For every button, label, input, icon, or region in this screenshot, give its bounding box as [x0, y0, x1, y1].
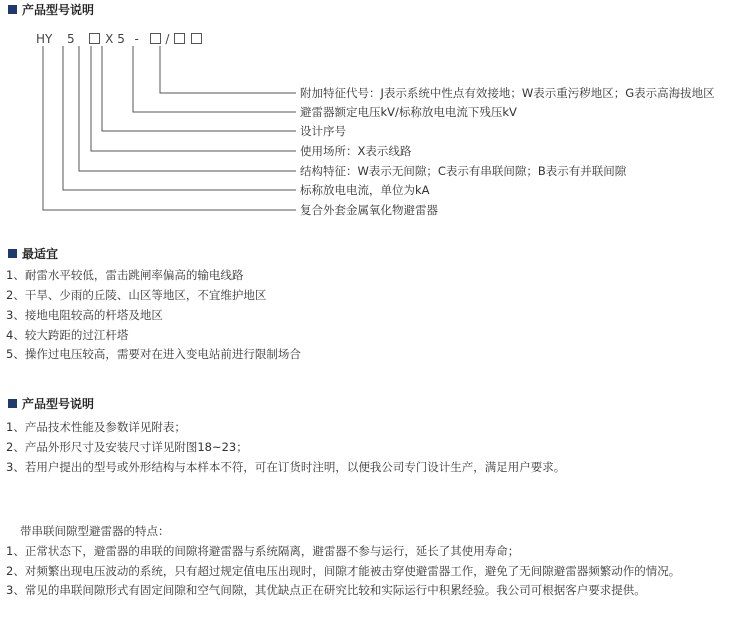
list-item: 3、常见的串联间隙形式有固定间隙和空气间隙，其优缺点正在研究比较和实际运行中积累经验。我公司可根据客户要求提供。 — [6, 583, 646, 597]
list-item: 4、较大跨距的过江杆塔 — [6, 328, 129, 342]
list-item: 2、对频繁出现电压波动的系统，只有超过规定值电压出现时，间隙才能被击穿使避雷器工作，避免了无间隙避雷器频繁动作的情况。 — [6, 564, 681, 578]
list-item: 1、耐雷水平较低，雷击跳闸率偏高的输电线路 — [6, 268, 244, 282]
code-prefix: HY — [36, 31, 53, 46]
list-item: 3、若用户提出的型号或外形结构与本样本不符，可在订货时注明，以便我公司专门设计生产，满足用户要求。 — [6, 460, 566, 474]
gap-type-intro: 带串联间隙型避雷器的特点： — [20, 524, 170, 538]
list-item: 5、操作过电压较高，需要对在进入变电站前进行限制场合 — [6, 347, 301, 361]
code-number: 5 — [67, 31, 75, 46]
desc-usage: 使用场所：X表示线路 — [300, 144, 412, 158]
section-title-suitable: 最适宜 — [8, 247, 58, 261]
connector-line-voltage — [133, 46, 296, 112]
connector-line-serial — [102, 46, 296, 131]
list-item: 1、产品技术性能及参数详见附表； — [6, 420, 186, 434]
desc-structure: 结构特征：W表示无间隙；C表示有串联间隙；B表示有并联间隙 — [300, 164, 627, 178]
code-five: 5 — [117, 31, 125, 46]
desc-serial: 设计序号 — [300, 124, 346, 138]
list-item: 2、干旱、少雨的丘陵、山区等地区，不宜维护地区 — [6, 288, 267, 302]
code-x: X — [105, 31, 114, 46]
code-slash: / — [165, 31, 170, 46]
connector-line-usage — [91, 46, 296, 151]
connector-line-structure — [79, 46, 296, 171]
desc-current: 标称放电电流，单位为kA — [300, 183, 430, 197]
connector-line-feature — [160, 46, 296, 93]
section-title-model: 产品型号说明 — [8, 3, 94, 17]
connector-line-current — [63, 46, 296, 190]
desc-type: 复合外套金属氧化物避雷器 — [300, 203, 438, 217]
list-item: 1、正常状态下，避雷器的串联的间隙将避雷器与系统隔离，避雷器不参与运行，延长了其使用寿命； — [6, 544, 520, 558]
code-dash: - — [134, 31, 139, 46]
connector-line-type — [43, 46, 296, 210]
desc-voltage: 避雷器额定电压kV/标称放电电流下残压kV — [300, 105, 517, 119]
list-item: 3、接地电阻较高的杆塔及地区 — [6, 308, 163, 322]
section-title-model-notes: 产品型号说明 — [8, 397, 94, 411]
bullet-square-icon — [8, 249, 17, 258]
desc-feature: 附加特征代号：J表示系统中性点有效接地；W表示重污秽地区；G表示高海拔地区 — [300, 86, 715, 100]
list-item: 2、产品外形尺寸及安装尺寸详见附图18~23； — [6, 440, 248, 454]
bullet-square-icon — [8, 399, 17, 408]
